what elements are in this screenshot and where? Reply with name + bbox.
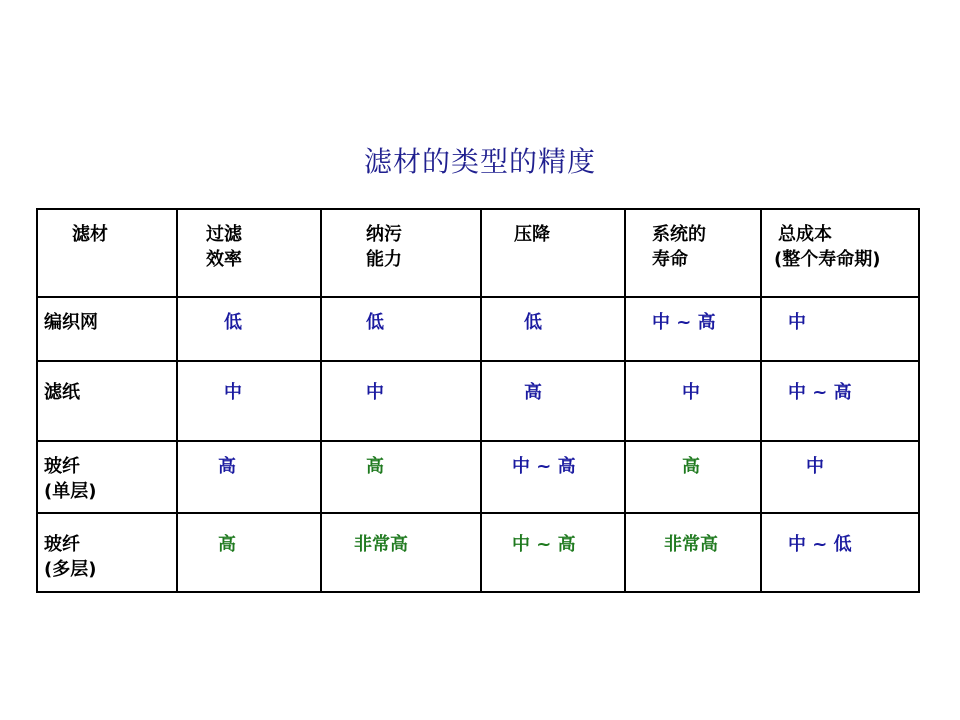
table-row	[37, 513, 919, 592]
row-label-cell: 编织网	[37, 297, 177, 361]
header-cell-media: 滤材	[37, 209, 177, 297]
value-cell: 中	[761, 441, 919, 513]
table-row	[37, 297, 919, 361]
row-label-cell: 玻纤 (多层)	[37, 513, 177, 592]
value-cell: 低	[321, 297, 481, 361]
row-label-cell: 玻纤 (单层)	[37, 441, 177, 513]
value-cell: 非常高	[321, 513, 481, 592]
header-cell-pressure-drop: 压降	[481, 209, 625, 297]
table-row	[37, 441, 919, 513]
value-cell: 中	[761, 297, 919, 361]
value-cell: 中 ~ 高	[625, 297, 761, 361]
value-cell: 中	[625, 361, 761, 441]
value-cell: 高	[625, 441, 761, 513]
header-cell-total-cost: 总成本 (整个寿命期)	[761, 209, 919, 297]
value-cell: 中 ~ 高	[481, 441, 625, 513]
row-label-cell: 滤纸	[37, 361, 177, 441]
value-cell: 中 ~ 高	[761, 361, 919, 441]
filter-media-table	[36, 208, 920, 593]
value-cell: 高	[481, 361, 625, 441]
table-row	[37, 361, 919, 441]
header-cell-system-life: 系统的 寿命	[625, 209, 761, 297]
value-cell: 非常高	[625, 513, 761, 592]
value-cell: 中	[177, 361, 321, 441]
page-title: 滤材的类型的精度	[363, 145, 596, 178]
value-cell: 低	[177, 297, 321, 361]
value-cell: 中 ~ 低	[761, 513, 919, 592]
value-cell: 高	[177, 513, 321, 592]
value-cell: 高	[177, 441, 321, 513]
header-cell-capacity: 纳污 能力	[321, 209, 481, 297]
value-cell: 中 ~ 高	[481, 513, 625, 592]
value-cell: 中	[321, 361, 481, 441]
value-cell: 高	[321, 441, 481, 513]
header-cell-efficiency: 过滤 效率	[177, 209, 321, 297]
value-cell: 低	[481, 297, 625, 361]
table-header-row	[37, 209, 919, 297]
